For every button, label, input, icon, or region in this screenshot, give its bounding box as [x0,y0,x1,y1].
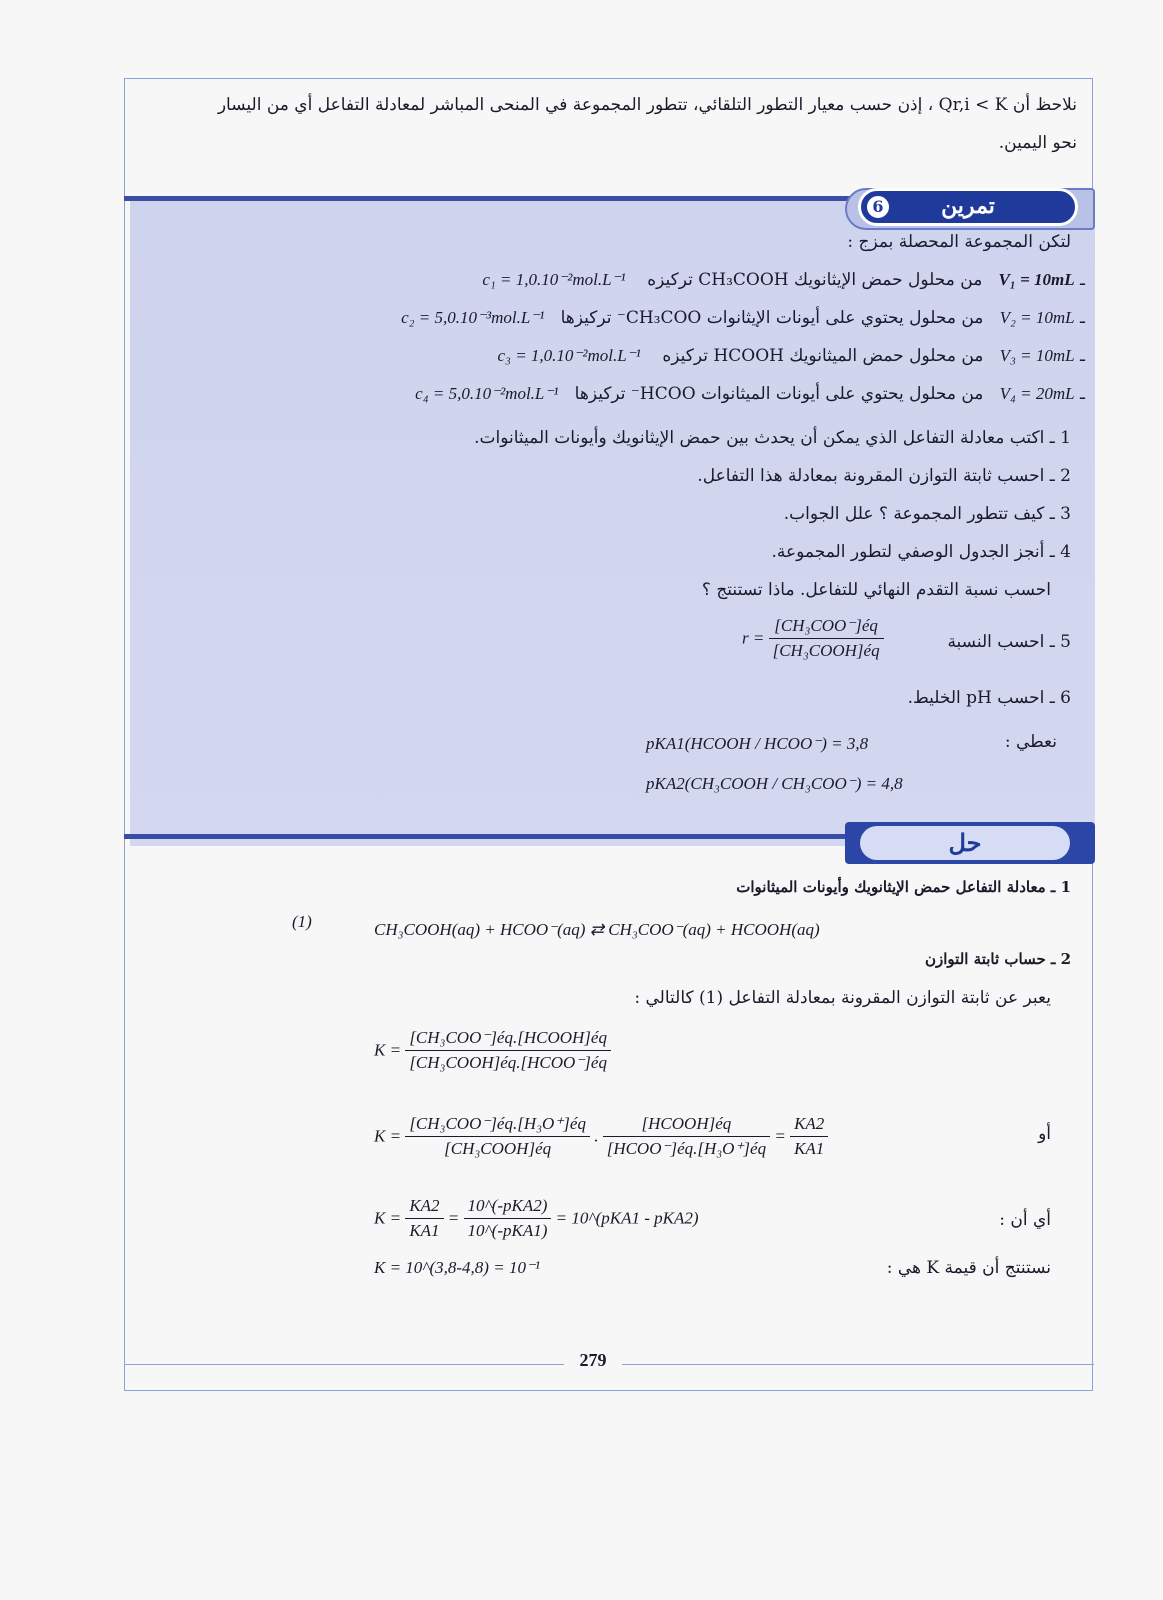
ratio-fraction [769,616,884,661]
footer-rule-left [124,1364,564,1365]
note-line-2: نحو اليمين. [998,133,1077,153]
item-3-text: من محلول حمض الميثانويك HCOOH تركيزه [662,346,984,366]
reaction-equation: CH₃COOH(aq) + HCOO⁻(aq) ⇄ CH₃COO⁻(aq) + HCOOH(aq) [374,920,820,939]
k-value: K = 10^(3,8-4,8) = 10⁻¹ [374,1258,541,1277]
k2-fraction-3 [790,1114,828,1159]
item-1-concentration: c₁ = 1,0.10⁻²mol.L⁻¹ [482,270,626,289]
intro-note [137,86,1077,162]
k2-numerator-2: [HCOOH]éq [603,1114,770,1137]
ratio-denominator: [CH₃COOH]éq [772,641,880,660]
page-number: 279 [579,1350,607,1370]
item-1-volume: V₁ = 10mL [998,270,1075,289]
conclude-label: نستنتج أن قيمة K هي : [886,1258,1051,1278]
pka1-value: pKA1(HCOOH / HCOO⁻) = 3,8 [646,734,869,753]
item-2-concentration: c₂ = 5,0.10⁻³mol.L⁻¹ [401,308,545,327]
exercise-item-4 [415,384,1085,404]
k2-fraction-1 [405,1114,590,1159]
that-is-label: أي أن : [999,1210,1051,1230]
question-4b: احسب نسبة التقدم النهائي للتفاعل. ماذا تستنتج ؟ [701,580,1051,600]
exercise-title: تمرين [858,188,1078,226]
item-4-concentration: c₄ = 5,0.10⁻²mol.L⁻¹ [415,384,559,403]
item-2-dash: ـ [1074,308,1085,328]
k2-fraction-2 [603,1114,770,1159]
k2-denominator-2: [HCOO⁻]éq.[H₃O⁺]éq [606,1139,767,1158]
k2-dot: . [594,1126,599,1146]
k3-denominator-1: KA1 [409,1221,440,1240]
k1-denominator: [CH₃COOH]éq.[HCOO⁻]éq [409,1053,607,1072]
k1-fraction [405,1028,611,1073]
k2-label: K = [374,1126,402,1146]
k-formula-1 [374,1028,611,1073]
exercise-intro: لتكن المجموعة المحصلة بمزج : [847,232,1071,252]
k3-numerator-1: KA2 [405,1196,443,1219]
item-4-volume: V₄ = 20mL [999,384,1075,403]
k3-denominator-2: 10^(-pKA1) [467,1221,548,1240]
k1-numerator: [CH₃COO⁻]éq.[HCOOH]éq [405,1028,611,1051]
k-formula-2 [374,1114,828,1159]
solution-step-2: 2 ـ حساب ثابتة التوازن [925,950,1071,968]
k3-label: K = [374,1208,402,1228]
solution-title: حل [860,826,1070,860]
item-3-concentration: c₃ = 1,0.10⁻²mol.L⁻¹ [497,346,641,365]
item-2-text: من محلول يحتوي على أيونات الإيثانوات CH₃COO⁻ تركيزها [560,308,984,328]
k3-rest: = 10^(pKA1 - pKA2) [555,1208,699,1228]
k1-label: K = [374,1040,402,1060]
item-1-dash: ـ [1074,270,1085,290]
k3-fraction-2 [464,1196,552,1241]
exercise-item-1 [482,270,1085,290]
item-3-volume: V₃ = 10mL [999,346,1075,365]
or-label: أو [1038,1124,1051,1144]
ratio-formula [742,616,884,661]
k3-equals: = [447,1208,464,1228]
k-formula-3 [374,1196,699,1241]
solution-step-1: 1 ـ معادلة التفاعل حمض الإيثانويك وأيونات الميثانوات [736,878,1071,896]
exercise-item-2 [401,308,1085,328]
question-1: 1 ـ اكتب معادلة التفاعل الذي يمكن أن يحدث بين حمض الإيثانويك وأيونات الميثانوات. [474,428,1071,448]
item-2-volume: V₂ = 10mL [999,308,1075,327]
k3-numerator-2: 10^(-pKA2) [464,1196,552,1219]
k2-numerator-3: KA2 [790,1114,828,1137]
item-4-dash: ـ [1074,384,1085,404]
exercise-rule [124,196,854,201]
ratio-numerator: [CH₃COO⁻]éq [769,616,884,639]
question-3: 3 ـ كيف تتطور المجموعة ؟ علل الجواب. [783,504,1071,524]
footer-rule-right [622,1364,1094,1365]
exercise-number: 6 [865,194,891,220]
note-line-1: نلاحظ أن Qr,i < K ، إذن حسب معيار التطور التلقائي، تتطور المجموعة في المنحى المباشر لمعادلة التفاعل أي من اليسار [217,95,1077,115]
question-6: 6 ـ احسب pH الخليط. [907,688,1071,708]
pka2-value: pKA2(CH₃COOH / CH₃COO⁻) = 4,8 [646,774,903,793]
ratio-label: r = [742,628,765,648]
item-4-text: من محلول يحتوي على أيونات الميثانوات HCOO⁻ تركيزها [574,384,984,404]
solution-rule [124,834,854,839]
question-4: 4 ـ أنجز الجدول الوصفي لتطور المجموعة. [771,542,1071,562]
k2-denominator-1: [CH₃COOH]éq [444,1139,552,1158]
given-label: نعطي : [1004,732,1057,752]
item-1-text: من محلول حمض الإيثانويك CH₃COOH تركيزه [647,270,983,290]
exercise-item-3 [497,346,1085,366]
k3-fraction-1 [405,1196,443,1241]
k2-denominator-3: KA1 [794,1139,825,1158]
k2-equals: = [774,1126,791,1146]
k2-numerator-1: [CH₃COO⁻]éq.[H₃O⁺]éq [405,1114,590,1137]
solution-step-2-text: يعبر عن ثابتة التوازن المقرونة بمعادلة التفاعل (1) كالتالي : [634,988,1051,1008]
item-3-dash: ـ [1074,346,1085,366]
question-5: 5 ـ احسب النسبة [947,632,1071,652]
equation-label: (1) [292,912,312,931]
question-2: 2 ـ احسب ثابتة التوازن المقرونة بمعادلة هذا التفاعل. [697,466,1071,486]
